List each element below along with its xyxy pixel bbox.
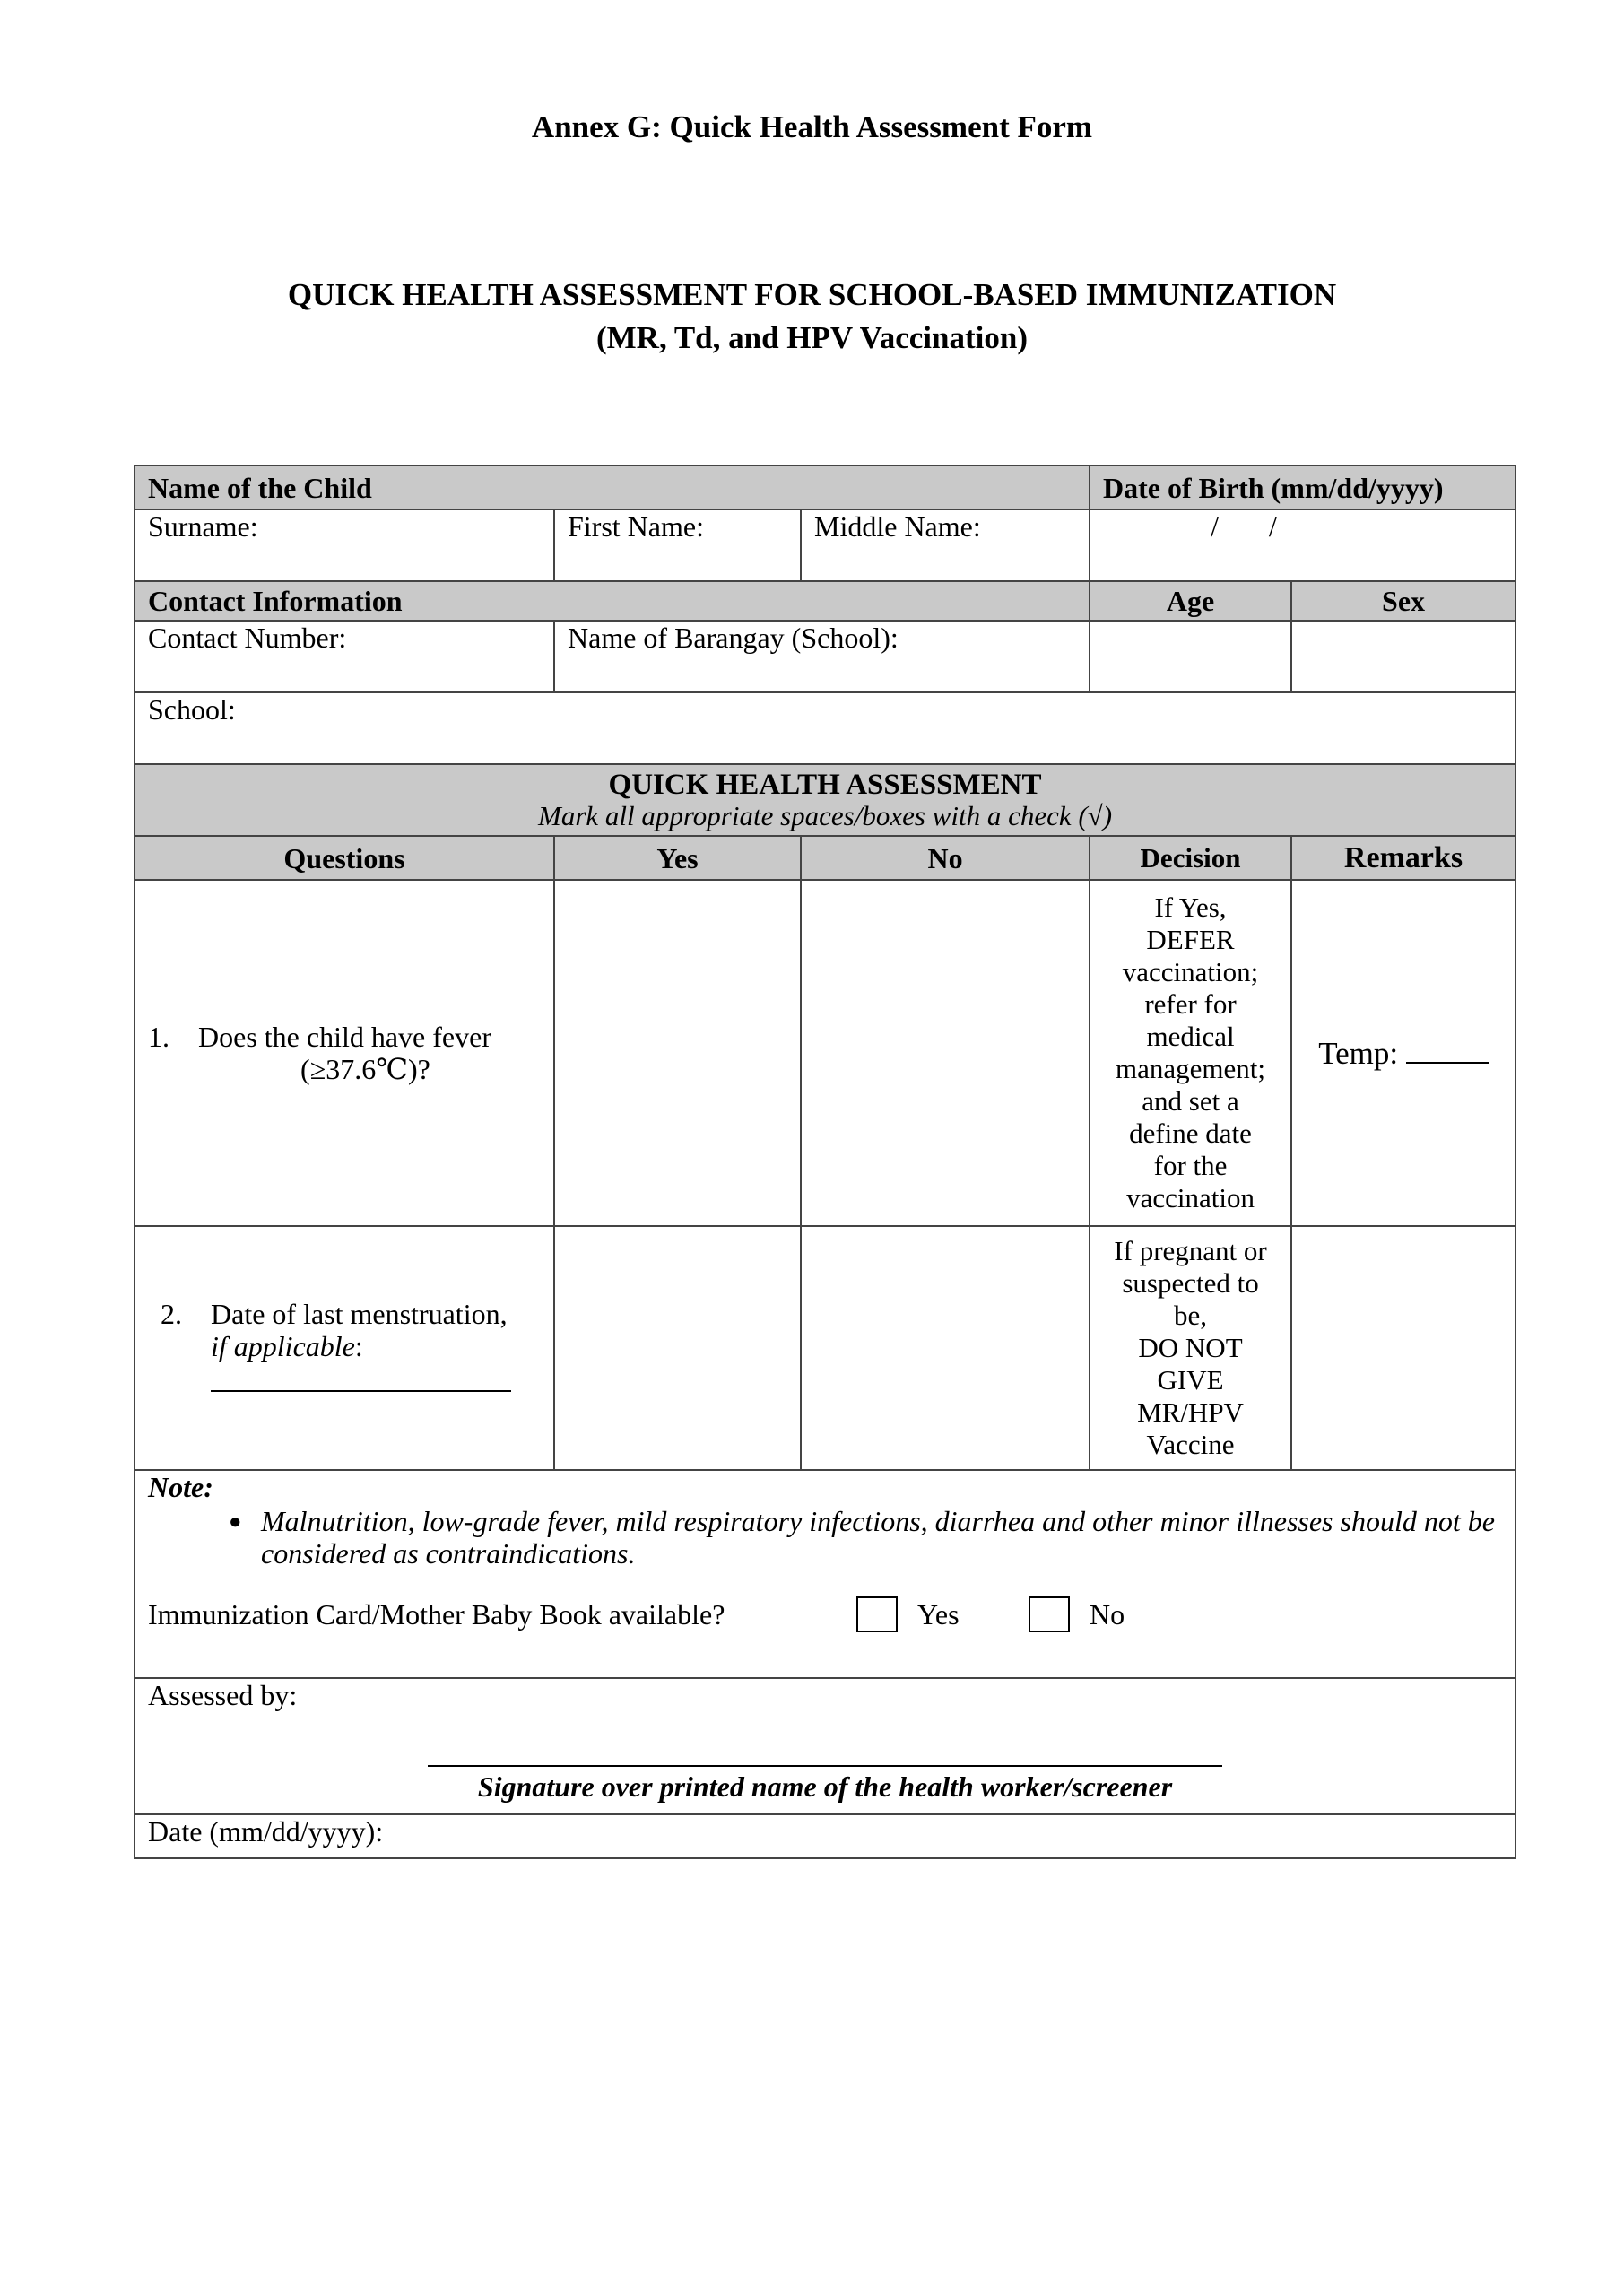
qha-title: QUICK HEALTH ASSESSMENT: [608, 769, 1042, 801]
question-1-number: 1.: [148, 1021, 169, 1053]
note-bullet-text: Malnutrition, low-grade fever, mild respiratory infections, diarrhea and other minor illnesses should not be considered as contraindications.: [261, 1505, 1495, 1570]
menstruation-date-blank[interactable]: [211, 1369, 511, 1392]
question-2-if-applicable: if applicable: [211, 1330, 355, 1362]
contact-number-field[interactable]: [135, 621, 554, 692]
immunization-yes-option[interactable]: [856, 1596, 1029, 1632]
question-1-decision: [1090, 880, 1291, 1226]
first-name-label: First Name:: [568, 510, 704, 543]
q1-decision-line: define date: [1129, 1118, 1252, 1149]
immunization-no-option[interactable]: [1029, 1596, 1125, 1632]
barangay-label: Name of Barangay (School):: [568, 622, 899, 654]
question-2: [135, 1226, 554, 1470]
signature-line[interactable]: [428, 1765, 1222, 1767]
contact-number-label: Contact Number:: [148, 622, 347, 654]
immunization-card-row: [148, 1596, 1502, 1632]
assessment-form-table: [134, 465, 1516, 1859]
bullet-icon: ●: [229, 1510, 242, 1534]
qha-subtitle: Mark all appropriate spaces/boxes with a check (√): [538, 800, 1113, 831]
q1-decision-line: DEFER: [1146, 924, 1235, 955]
no-label: No: [1090, 1598, 1125, 1631]
column-questions: Questions: [135, 836, 554, 880]
q2-decision-line: suspected to: [1122, 1267, 1259, 1299]
yes-checkbox[interactable]: [856, 1596, 898, 1632]
question-1-text: Does the child have fever: [198, 1021, 491, 1053]
question-1-remarks[interactable]: [1291, 880, 1515, 1226]
date-label: Date (mm/dd/yyyy):: [148, 1815, 384, 1848]
age-header: Age: [1090, 581, 1291, 621]
temp-label: Temp:: [1318, 1035, 1406, 1071]
school-label: School:: [148, 693, 236, 726]
question-1-yes-cell[interactable]: [554, 880, 801, 1226]
q1-decision-line: vaccination;: [1122, 956, 1259, 987]
date-field[interactable]: [135, 1814, 1515, 1858]
column-yes: Yes: [554, 836, 801, 880]
note-bullet-item: [229, 1505, 1502, 1570]
no-checkbox[interactable]: [1029, 1596, 1070, 1632]
question-2-decision: [1090, 1226, 1291, 1470]
barangay-field[interactable]: [554, 621, 1090, 692]
annex-title: Annex G: Quick Health Assessment Form: [531, 109, 1093, 144]
q2-decision-line: DO NOT: [1138, 1332, 1243, 1363]
temp-blank-line[interactable]: [1406, 1037, 1489, 1064]
question-1-no-cell[interactable]: [801, 880, 1090, 1226]
q2-decision-line: Vaccine: [1146, 1429, 1235, 1460]
sex-field[interactable]: [1291, 621, 1515, 692]
surname-field[interactable]: [135, 509, 554, 581]
contact-information-header: Contact Information: [135, 581, 1090, 621]
date-of-birth-header: Date of Birth (mm/dd/yyyy): [1090, 465, 1515, 509]
age-field[interactable]: [1090, 621, 1291, 692]
q1-decision-line: for the: [1153, 1150, 1228, 1181]
quick-health-assessment-header: [135, 764, 1515, 836]
q1-decision-line: and set a: [1142, 1085, 1239, 1117]
q1-decision-line: vaccination: [1126, 1182, 1255, 1213]
column-decision: Decision: [1090, 836, 1291, 880]
question-1-threshold: (≥37.6℃)?: [300, 1053, 430, 1085]
form-title: [0, 274, 1624, 360]
q2-decision-line: GIVE: [1157, 1364, 1224, 1396]
note-section: [135, 1470, 1515, 1678]
assessed-by-label: Assessed by:: [148, 1679, 298, 1711]
yes-label: Yes: [917, 1598, 960, 1631]
dob-slashes: / /: [1211, 510, 1277, 543]
signature-caption: Signature over printed name of the health worker/screener: [477, 1770, 1173, 1803]
question-2-yes-cell[interactable]: [554, 1226, 801, 1470]
question-2-remarks[interactable]: [1291, 1226, 1515, 1470]
note-label: Note:: [148, 1471, 213, 1503]
name-of-child-header: Name of the Child: [135, 465, 1090, 509]
question-2-colon: :: [354, 1330, 363, 1362]
q1-decision-line: refer for: [1144, 988, 1237, 1020]
q2-decision-line: be,: [1174, 1300, 1208, 1331]
question-1: [135, 880, 554, 1226]
date-of-birth-field[interactable]: [1090, 509, 1515, 581]
sex-header: Sex: [1291, 581, 1515, 621]
middle-name-label: Middle Name:: [814, 510, 981, 543]
question-2-no-cell[interactable]: [801, 1226, 1090, 1470]
q2-decision-line: MR/HPV: [1137, 1396, 1244, 1428]
column-remarks: Remarks: [1291, 836, 1515, 880]
surname-label: Surname:: [148, 510, 258, 543]
first-name-field[interactable]: [554, 509, 801, 581]
q2-decision-line: If pregnant or: [1114, 1235, 1267, 1266]
q1-decision-line: management;: [1116, 1053, 1266, 1084]
school-field[interactable]: [135, 692, 1515, 764]
question-2-text: Date of last menstruation,: [211, 1298, 508, 1330]
q1-decision-line: If Yes,: [1154, 891, 1227, 923]
column-no: No: [801, 836, 1090, 880]
immunization-question: Immunization Card/Mother Baby Book available?: [148, 1598, 725, 1631]
form-title-line2: (MR, Td, and HPV Vaccination): [595, 320, 1028, 355]
middle-name-field[interactable]: [801, 509, 1090, 581]
form-title-line1: QUICK HEALTH ASSESSMENT FOR SCHOOL-BASED IMMUNIZATION: [287, 277, 1337, 312]
question-2-number: 2.: [161, 1298, 182, 1330]
assessed-by-section: [135, 1678, 1515, 1814]
q1-decision-line: medical: [1146, 1021, 1235, 1052]
